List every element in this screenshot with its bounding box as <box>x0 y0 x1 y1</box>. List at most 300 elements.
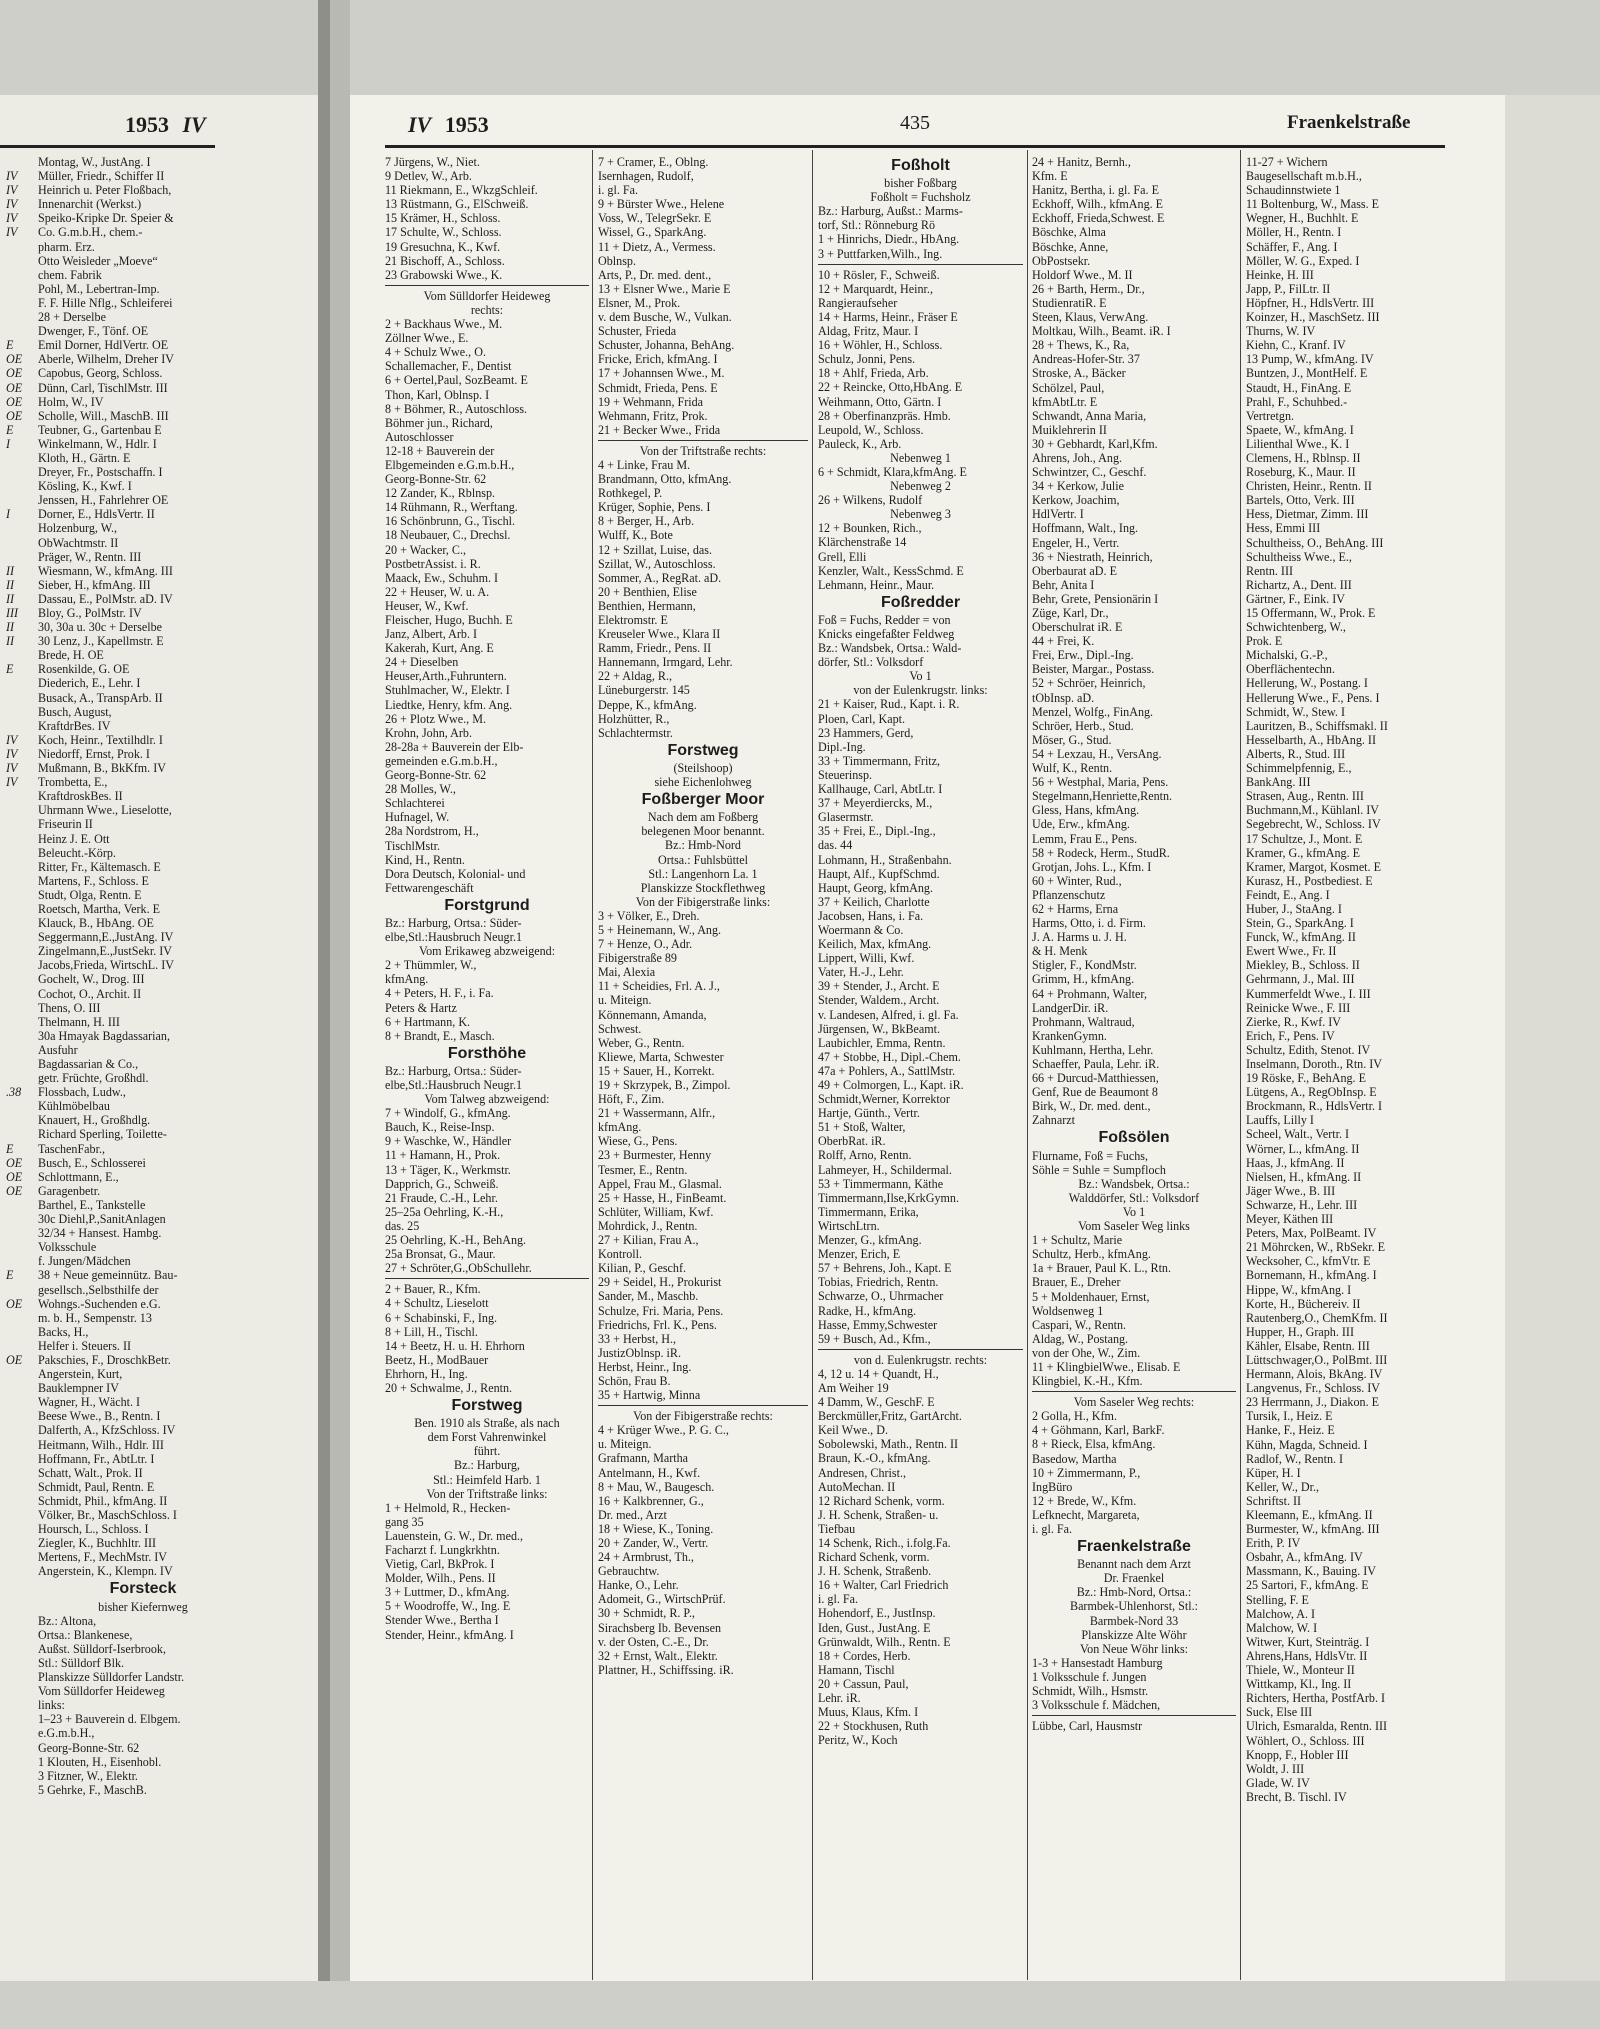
resident-entry: Arts, P., Dr. med. dent., <box>598 267 712 282</box>
resident-entry: Sommer, A., RegRat. aD. <box>598 570 722 585</box>
street-note: Benannt nach dem Arzt <box>1077 1557 1191 1572</box>
resident-entry: Muiklehrerin II <box>1032 422 1107 437</box>
margin-mark <box>6 1564 32 1578</box>
resident-entry: Schuster, Frieda <box>598 324 677 339</box>
resident-entry: Aberle, Wilhelm, Dreher IV <box>38 352 174 367</box>
resident-entry: 18 + Wiese, K., Toning. <box>598 1521 714 1536</box>
margin-mark: OE <box>6 394 23 409</box>
resident-entry: Burmester, W., kfmAng. III <box>1246 1522 1380 1537</box>
resident-entry: Schulze, Fri. Maria, Pens. <box>598 1303 724 1318</box>
resident-entry: Lauritzen, B., Schiffsmakl. II <box>1246 718 1388 733</box>
resident-entry: Vater, H.-J., Lehr. <box>818 965 904 980</box>
resident-entry: 23 Grabowski Wwe., K. <box>385 267 503 282</box>
resident-entry: Hasse, Emmy,Schwester <box>818 1317 938 1332</box>
resident-entry: LandgerDir. iR. <box>1032 1000 1109 1015</box>
resident-entry: Georg-Bonne-Str. 62 <box>385 768 487 783</box>
resident-entry: Krüger, Sophie, Pens. I <box>598 500 711 515</box>
margin-mark: OE <box>6 1169 23 1184</box>
resident-entry: 1-3 + Hansestadt Hamburg <box>1032 1655 1163 1670</box>
resident-entry: 21 + Kaiser, Rud., Kapt. i. R. <box>818 697 960 712</box>
resident-entry: Kleemann, E., kfmAng. II <box>1246 1508 1373 1522</box>
resident-entry: Keilich, Max, kfmAng. <box>818 937 932 952</box>
resident-entry: Holzhütter, R., <box>598 711 670 726</box>
resident-entry: Schlüter, William, Kwf. <box>598 1204 714 1219</box>
resident-entry: gemeinden e.G.m.b.H., <box>385 753 498 768</box>
resident-entry: Koch, Heinr., Textilhdlr. I <box>38 732 163 747</box>
resident-entry: 25 + Hasse, H., FinBeamt. <box>598 1190 727 1205</box>
resident-entry: 56 + Westphal, Maria, Pens. <box>1032 775 1169 790</box>
margin-mark <box>6 1874 32 1888</box>
street-note: bisher Foßbarg <box>884 176 957 191</box>
resident-entry: 8 + Brandt, E., Masch. <box>385 1028 495 1043</box>
resident-entry: kfmAbtLtr. E <box>1032 394 1098 409</box>
resident-entry: Flossbach, Ludw., <box>38 1085 126 1100</box>
street-note: Vom Sülldorfer Heideweg <box>423 288 551 303</box>
street-note: Von Neue Wöhr links: <box>1079 1641 1189 1656</box>
margin-mark <box>6 1043 32 1057</box>
resident-entry: 60 + Winter, Rud., <box>1032 873 1122 888</box>
resident-entry: 14 + Harms, Heinr., Fräser E <box>818 309 958 324</box>
margin-mark: OE <box>6 408 23 423</box>
resident-entry: Söhle = Suhle = Sumpfloch <box>1032 1162 1166 1177</box>
resident-entry: kfmAng. <box>385 972 429 987</box>
resident-entry: Backs, H., <box>38 1324 89 1339</box>
resident-entry: 12 + Marquardt, Heinr., <box>818 281 933 296</box>
resident-entry: 64 + Prohmann, Walter, <box>1032 986 1147 1001</box>
resident-entry: Kurasz, H., Postbediest. E <box>1246 873 1373 888</box>
margin-mark <box>6 705 32 719</box>
resident-entry: Scholle, Will., MaschB. III <box>38 408 169 423</box>
resident-entry: Hess, Emmi III <box>1246 521 1321 536</box>
resident-entry: Vietig, Carl, BkProk. I <box>385 1557 495 1572</box>
margin-mark: IV <box>6 732 18 747</box>
resident-entry: Isernhagen, Rudolf, <box>598 169 694 184</box>
margin-mark <box>6 1818 32 1832</box>
resident-entry: Weihmann, Otto, Gärtn. I <box>818 394 942 409</box>
resident-entry: Otto Weisleder „Moeve“ <box>38 253 158 268</box>
resident-entry: 59 + Busch, Ad., Kfm., <box>818 1331 931 1346</box>
resident-entry: Radke, H., kfmAng. <box>818 1303 917 1318</box>
margin-mark <box>6 1395 32 1409</box>
margin-mark <box>6 930 32 944</box>
resident-entry: ObWachtmstr. II <box>38 535 119 550</box>
margin-mark <box>6 1325 32 1339</box>
margin-mark <box>6 268 32 282</box>
resident-entry: 32 + Ernst, Walt., Elektr. <box>598 1648 718 1663</box>
resident-entry: Heinz J. E. Ott <box>38 831 110 846</box>
right-header-left <box>408 112 489 138</box>
resident-entry: Cochot, O., Archit. II <box>38 986 142 1001</box>
resident-entry: 25a Bronsat, G., Maur. <box>385 1247 496 1262</box>
resident-entry: 22 + Stockhusen, Ruth <box>818 1719 929 1734</box>
resident-entry: Facharzt f. Lungkrkhtn. <box>385 1543 500 1557</box>
resident-entry: 5 + Heinemann, W., Ang. <box>598 922 722 937</box>
resident-entry: Osbahr, A., kfmAng. IV <box>1246 1550 1363 1565</box>
section-divider <box>385 1278 589 1279</box>
resident-entry: Capobus, Georg, Schloss. <box>38 366 163 381</box>
resident-entry: 20 + Wacker, C., <box>385 542 467 557</box>
margin-mark: E <box>6 338 14 353</box>
resident-entry: Trombetta, E., <box>38 775 108 790</box>
resident-entry: Stein, G., SparkAng. I <box>1246 916 1354 931</box>
resident-entry: Ploen, Carl, Kapt. <box>818 711 905 726</box>
resident-entry: 12 Richard Schenk, vorm. <box>818 1493 945 1508</box>
margin-mark <box>6 1635 32 1649</box>
resident-entry: Gochelt, W., Drog. III <box>38 972 145 987</box>
resident-entry: 19 + Skrzypek, B., Zimpol. <box>598 1078 731 1092</box>
resident-entry: 4 + Krüger Wwe., P. G. C., <box>598 1423 729 1438</box>
resident-entry: 30 + Gebhardt, Karl,Kfm. <box>1032 436 1158 451</box>
resident-entry: 19 Gresuchna, K., Kwf. <box>385 239 501 254</box>
margin-mark <box>6 1578 32 1592</box>
resident-entry: 53 + Timmermann, Käthe <box>818 1176 944 1191</box>
street-heading: Forstweg <box>451 1397 523 1415</box>
resident-entry: Scheel, Walt., Vertr. I <box>1246 1127 1350 1142</box>
resident-entry: Sieber, H., kfmAng. III <box>38 577 151 592</box>
resident-entry: Lütgens, A., RegObInsp. E <box>1246 1085 1377 1100</box>
resident-entry: Hellerung, W., Postang. I <box>1246 676 1368 691</box>
street-note: Nebenweg 3 <box>890 507 951 522</box>
resident-entry: Hupper, H., Graph. III <box>1246 1324 1354 1339</box>
resident-entry: Hannemann, Irmgard, Lehr. <box>598 655 733 670</box>
resident-entry: Wöhlert, O., Schloss. III <box>1246 1733 1365 1748</box>
resident-entry: von der Ohe, W., Zim. <box>1032 1345 1141 1360</box>
resident-entry: 1 + Hinrichs, Diedr., HbAng. <box>818 232 960 247</box>
resident-entry: Timmermann, Erika, <box>818 1204 919 1219</box>
resident-entry: 44 + Frei, K. <box>1032 634 1095 649</box>
resident-entry: 4 + Linke, Frau M. <box>598 457 691 472</box>
resident-entry: 47a + Pohlers, A., SattlMstr. <box>818 1063 956 1078</box>
resident-entry: Aldag, Fritz, Maur. I <box>818 324 919 339</box>
resident-entry: Richters, Hertha, PostfArb. I <box>1246 1691 1386 1706</box>
margin-mark <box>6 1945 32 1959</box>
margin-mark <box>6 1466 32 1480</box>
resident-entry: 36 + Niestrath, Heinrich, <box>1032 549 1153 564</box>
resident-entry: Stigler, F., KondMstr. <box>1032 958 1137 973</box>
resident-entry: Ahrens, Joh., Ang. <box>1032 450 1123 465</box>
resident-entry: Kloth, H., Gärtn. E <box>38 450 131 465</box>
resident-entry: Gehrmann, J., Mal. III <box>1246 972 1355 987</box>
street-heading: Foßberger Moor <box>641 791 765 809</box>
resident-entry: Keil Wwe., D. <box>818 1423 888 1438</box>
resident-entry: 4 + Schulz Wwe., O. <box>385 345 486 360</box>
margin-mark <box>6 1607 32 1621</box>
resident-entry: chem. Fabrik <box>38 267 102 282</box>
street-heading: Fraenkelstraße <box>1077 1538 1191 1556</box>
margin-mark <box>6 1691 32 1705</box>
margin-mark: II <box>6 563 15 578</box>
resident-entry: Laubichler, Emma, Rentn. <box>818 1035 946 1050</box>
resident-entry: Flurname, Foß = Fuchs, <box>1032 1148 1149 1163</box>
resident-entry: 9 Detlev, W., Arb. <box>385 169 472 184</box>
resident-entry: Haupt, Alf., KupfSchmd. <box>818 866 940 881</box>
resident-entry: 12 + Brede, W., Kfm. <box>1032 1493 1137 1508</box>
resident-entry: 28 + Oberfinanzpräs. Hmb. <box>818 408 951 423</box>
margin-mark <box>6 2015 32 2029</box>
resident-entry: Hanke, O., Lehr. <box>598 1578 679 1593</box>
margin-mark: IV <box>6 211 18 226</box>
resident-entry: f. Jungen/Mädchen <box>38 1254 131 1269</box>
resident-entry: Hartje, Günth., Vertr. <box>818 1106 920 1121</box>
resident-entry: 58 + Rodeck, Herm., StudR. <box>1032 845 1170 860</box>
resident-entry: 34 + Kerkow, Julie <box>1032 479 1125 494</box>
resident-entry: Krohn, John, Arb. <box>385 725 473 740</box>
resident-entry: Holm, W., IV <box>38 394 104 409</box>
resident-entry: Peritz, W., Koch <box>818 1733 898 1748</box>
resident-entry: Appel, Frau M., Glasmal. <box>598 1176 722 1191</box>
resident-entry: Vertretgn. <box>1246 408 1295 423</box>
resident-entry: 12 Zander, K., Rblnsp. <box>385 486 496 501</box>
resident-entry: Woermann & Co. <box>818 922 904 937</box>
margin-mark <box>6 155 32 169</box>
street-note: Dr. Fraenkel <box>1103 1571 1165 1586</box>
margin-mark <box>6 2001 32 2015</box>
margin-mark: II <box>6 634 15 649</box>
resident-entry: Knicks eingefaßter Feldweg <box>818 627 955 641</box>
resident-entry: Tobias, Friedrich, Rentn. <box>818 1275 939 1290</box>
resident-entry: Schlottmann, E., <box>38 1169 119 1184</box>
resident-entry: Lippert, Willi, Kwf. <box>818 951 915 966</box>
margin-mark <box>6 1015 32 1029</box>
margin-mark <box>6 1593 32 1607</box>
resident-entry: Jenssen, H., Fahrlehrer OE <box>38 493 169 508</box>
resident-entry: Korte, H., Büchereiv. II <box>1246 1296 1361 1311</box>
resident-entry: m. b. H., Sempenstr. 13 <box>38 1310 152 1325</box>
resident-entry: WirtschLtrn. <box>818 1218 880 1233</box>
margin-mark <box>6 1762 32 1776</box>
resident-entry: 28-28a + Bauverein der Elb- <box>385 739 524 754</box>
margin-mark: III <box>6 606 19 620</box>
resident-entry: 2 + Bauer, R., Kfm. <box>385 1282 481 1297</box>
resident-entry: Lilienthal Wwe., K. I <box>1246 436 1350 451</box>
margin-mark <box>6 296 32 310</box>
resident-entry: Deppe, K., kfmAng. <box>598 697 697 712</box>
resident-entry: Böhmer jun., Richard, <box>385 415 493 430</box>
margin-mark <box>6 451 32 465</box>
resident-entry: Clemens, H., Rblnsp. II <box>1246 450 1361 465</box>
section-divider <box>598 440 808 441</box>
resident-entry: 18 Neubauer, C., Drechsl. <box>385 528 511 543</box>
resident-entry: Beister, Margar., Postass. <box>1032 662 1155 677</box>
resident-entry: Klauck, B., HbAng. OE <box>38 916 154 931</box>
resident-entry: Kliewe, Marta, Schwester <box>598 1049 724 1064</box>
margin-mark <box>6 479 32 493</box>
resident-entry: Richard Sperling, Toilette- <box>38 1127 167 1142</box>
resident-entry: 13 + Elsner Wwe., Marie E <box>598 281 731 296</box>
resident-entry: Schlachterei <box>385 796 445 811</box>
resident-entry: Zöllner Wwe., E. <box>385 331 469 346</box>
resident-entry: Busack, A., TranspArb. II <box>38 690 163 705</box>
resident-entry: 30a Hmayak Bagdassarian, <box>38 1028 170 1043</box>
resident-entry: Herbst, Heinr., Ing. <box>598 1359 692 1374</box>
margin-mark <box>6 536 32 550</box>
margin-mark <box>6 1959 32 1973</box>
resident-entry: Schultheiss Wwe., E., <box>1246 549 1352 564</box>
resident-entry: Speiko-Kripke Dr. Speier & <box>38 211 174 226</box>
resident-entry: Oberflächentechn. <box>1246 662 1335 677</box>
resident-entry: Hess, Dietmar, Zimm. III <box>1246 507 1369 522</box>
resident-entry: Stender, Heinr., kfmAng. I <box>385 1627 514 1642</box>
street-heading: Forstgrund <box>444 896 530 914</box>
resident-entry: KraftdrBes. IV <box>38 718 111 733</box>
resident-entry: 32/34 + Hansest. Hambg. <box>38 1226 162 1241</box>
resident-entry: Berckmüller,Fritz, GartArcht. <box>818 1409 962 1424</box>
resident-entry: Christen, Heinr., Rentn. II <box>1246 479 1372 494</box>
margin-mark <box>6 1240 32 1254</box>
resident-entry: Am Weiher 19 <box>818 1380 889 1395</box>
resident-entry: Jäger Wwe., B. III <box>1246 1183 1336 1198</box>
resident-entry: 49 + Colmorgen, L., Kapt. iR. <box>818 1078 964 1092</box>
resident-entry: Lehmann, Heinr., Maur. <box>818 577 935 592</box>
resident-entry: Kerkow, Joachim, <box>1032 493 1120 508</box>
resident-entry: Kakerah, Kurt, Ang. E <box>385 641 494 656</box>
resident-entry: 16 + Wöhler, H., Schloss. <box>818 338 943 353</box>
resident-entry: Brockmann, R., HdlsVertr. I <box>1246 1099 1383 1114</box>
resident-entry: Birk, W., Dr. med. dent., <box>1032 1099 1151 1114</box>
resident-entry: Hohendorf, E., JustInsp. <box>818 1606 936 1621</box>
resident-entry: Pflanzenschutz <box>1032 887 1106 902</box>
margin-mark: OE <box>6 352 23 367</box>
resident-entry: 20 + Cassun, Paul, <box>818 1676 909 1691</box>
resident-entry: Höpfner, H., HdlsVertr. III <box>1246 295 1375 310</box>
street-note: Planskizze Stockflethweg <box>640 880 766 895</box>
resident-entry: Holzenburg, W., <box>38 521 118 536</box>
directory-column-4 <box>1032 155 1236 1980</box>
resident-entry: Stelling, F. E <box>1246 1592 1309 1607</box>
resident-entry: Autoschlosser <box>385 429 454 444</box>
margin-mark: E <box>6 422 14 437</box>
resident-entry: Zierke, R., Kwf. IV <box>1246 1014 1342 1029</box>
resident-entry: 7 + Henze, O., Adr. <box>598 937 693 952</box>
resident-entry: Kösling, K., Kwf. I <box>38 479 132 494</box>
resident-entry: Voss, W., TelegrSekr. E <box>598 211 712 226</box>
resident-entry: Tiefbau <box>818 1521 856 1536</box>
resident-entry: Alberts, R., Stud. III <box>1246 746 1346 761</box>
resident-entry: Grünwaldt, Wilh., Rentn. E <box>818 1634 951 1649</box>
resident-entry: 17 Schulte, W., Schloss. <box>385 225 502 240</box>
resident-entry: Eckhoff, Wilh., kfmAng. E <box>1032 197 1164 212</box>
resident-entry: 8 + Rieck, Elsa, kfmAng. <box>1032 1437 1156 1452</box>
resident-entry: 13 Pump, W., kfmAng. IV <box>1246 352 1374 367</box>
resident-entry: Angerstein, Kurt, <box>38 1367 123 1382</box>
margin-mark: E <box>6 662 14 677</box>
margin-mark <box>6 1494 32 1508</box>
resident-entry: Antelmann, H., Kwf. <box>598 1465 701 1480</box>
margin-mark <box>6 1705 32 1719</box>
resident-entry: Heinrich u. Peter Floßbach, <box>38 183 172 198</box>
resident-entry: 4 + Peters, H. F., i. Fa. <box>385 986 494 1001</box>
resident-entry: Ritter, Fr., Kältemasch. E <box>38 859 161 874</box>
margin-mark <box>6 521 32 535</box>
margin-mark: OE <box>6 1155 23 1170</box>
resident-entry: Erich, F., Pens. IV <box>1246 1028 1335 1043</box>
resident-entry: Iden, Gust., JustAng. E <box>818 1620 931 1635</box>
resident-entry: Genf, Rue de Beaumont 8 <box>1032 1085 1158 1100</box>
resident-entry: Schwandt, Anna Maria, <box>1032 408 1147 423</box>
street-note: Von der Triftstraße links: <box>426 1486 548 1501</box>
resident-entry: Stender, Waldem., Archt. <box>818 993 940 1008</box>
margin-mark: OE <box>6 1183 23 1198</box>
resident-entry: 8 + Berger, H., Arb. <box>598 514 695 529</box>
resident-entry: Hufnagel, W. <box>385 810 450 825</box>
resident-entry: Beese Wwe., B., Rentn. I <box>38 1409 161 1424</box>
page-number: 435 <box>900 112 930 134</box>
resident-entry: 30 Lenz, J., Kapellmstr. E <box>38 634 164 649</box>
resident-entry: Koinzer, H., MaschSetz. III <box>1246 310 1380 325</box>
resident-entry: Brede, H. OE <box>38 648 104 663</box>
street-note: Von der Triftstraße rechts: <box>639 443 767 458</box>
resident-entry: 62 + Harms, Erna <box>1032 901 1119 916</box>
resident-entry: Wörner, L., kfmAng. II <box>1246 1141 1360 1156</box>
resident-entry: Hoffmann, Fr., AbtLtr. I <box>38 1451 155 1466</box>
resident-entry: Prok. E <box>1246 634 1283 649</box>
resident-entry: Woldsenweg 1 <box>1032 1303 1104 1318</box>
resident-entry: 6 + Schmidt, Klara,kfmAng. E <box>818 464 967 479</box>
margin-mark <box>6 240 32 254</box>
right-header-year: 1953 <box>444 112 489 137</box>
resident-entry: Hippe, W., kfmAng. I <box>1246 1282 1352 1297</box>
margin-mark <box>6 1917 32 1931</box>
street-note: Barmbek-Uhlenhorst, Stl.: <box>1070 1599 1198 1614</box>
margin-mark <box>6 817 32 831</box>
resident-entry: 66 + Durcud-Matthiessen, <box>1032 1071 1159 1086</box>
resident-entry: 5 + Woodroffe, W., Ing. E <box>385 1599 511 1614</box>
resident-entry: 22 + Heuser, W. u. A. <box>385 584 490 599</box>
resident-entry: Bz.: Harburg, Außst.: Marms- <box>818 204 963 219</box>
resident-entry: Beleucht.-Körp. <box>38 845 116 860</box>
margin-mark: OE <box>6 380 23 395</box>
resident-entry: Rangieraufseher <box>818 295 898 310</box>
resident-entry: Schaudinnstwiete 1 <box>1246 183 1341 198</box>
resident-entry: Richartz, A., Dent. III <box>1246 577 1352 592</box>
resident-entry: Bornemann, H., kfmAng. I <box>1246 1268 1377 1283</box>
resident-entry: Bz.: Harburg, Ortsa.: Süder- <box>385 1063 522 1078</box>
resident-entry: Ehrhorn, H., Ing. <box>385 1366 468 1381</box>
resident-entry: 20 + Zander, W., Vertr. <box>598 1536 709 1550</box>
margin-mark <box>6 1001 32 1015</box>
street-note: belegenen Moor benannt. <box>641 824 765 839</box>
street-heading: Foßholt <box>891 157 950 174</box>
resident-entry: Basedow, Martha <box>1032 1451 1117 1466</box>
resident-entry: Rosenkilde, G. OE <box>38 662 130 677</box>
left-margin-marks <box>6 155 32 2029</box>
street-note: Vo 1 <box>909 669 932 684</box>
margin-mark <box>6 1254 32 1268</box>
resident-entry: 4 Damm, W., GeschF. E <box>818 1395 935 1410</box>
resident-entry: Sander, M., Maschb. <box>598 1289 699 1304</box>
resident-entry: Schallemacher, F., Dentist <box>385 359 512 374</box>
margin-mark <box>6 1987 32 2001</box>
resident-entry: Holdorf Wwe., M. II <box>1032 267 1133 282</box>
running-head: Fraenkelstraße <box>1287 112 1411 133</box>
resident-entry: Suck, Else III <box>1246 1705 1313 1720</box>
resident-entry: Montag, W., JustAng. I <box>38 155 151 169</box>
resident-entry: 15 Krämer, H., Schloss. <box>385 211 501 226</box>
right-header-roman: IV <box>408 112 432 137</box>
resident-entry: Schwichtenberg, W., <box>1246 620 1346 635</box>
resident-entry: Leupold, W., Schloss. <box>818 422 924 437</box>
margin-mark <box>6 1071 32 1085</box>
resident-entry: 15 Offermann, W., Prok. E <box>1246 606 1376 620</box>
resident-entry: Pakschies, F., DroschkBetr. <box>38 1352 171 1367</box>
resident-entry: 54 + Lexzau, H., VersAng. <box>1032 746 1162 761</box>
resident-entry: 16 Schönbrunn, G., Tischl. <box>385 514 516 529</box>
resident-entry: 11 Boltenburg, W., Mass. E <box>1246 197 1380 212</box>
margin-mark <box>6 1127 32 1141</box>
resident-entry: 12-18 + Bauverein der <box>385 443 495 458</box>
resident-entry: 6 + Hartmann, K. <box>385 1014 471 1029</box>
margin-mark <box>6 1889 32 1903</box>
